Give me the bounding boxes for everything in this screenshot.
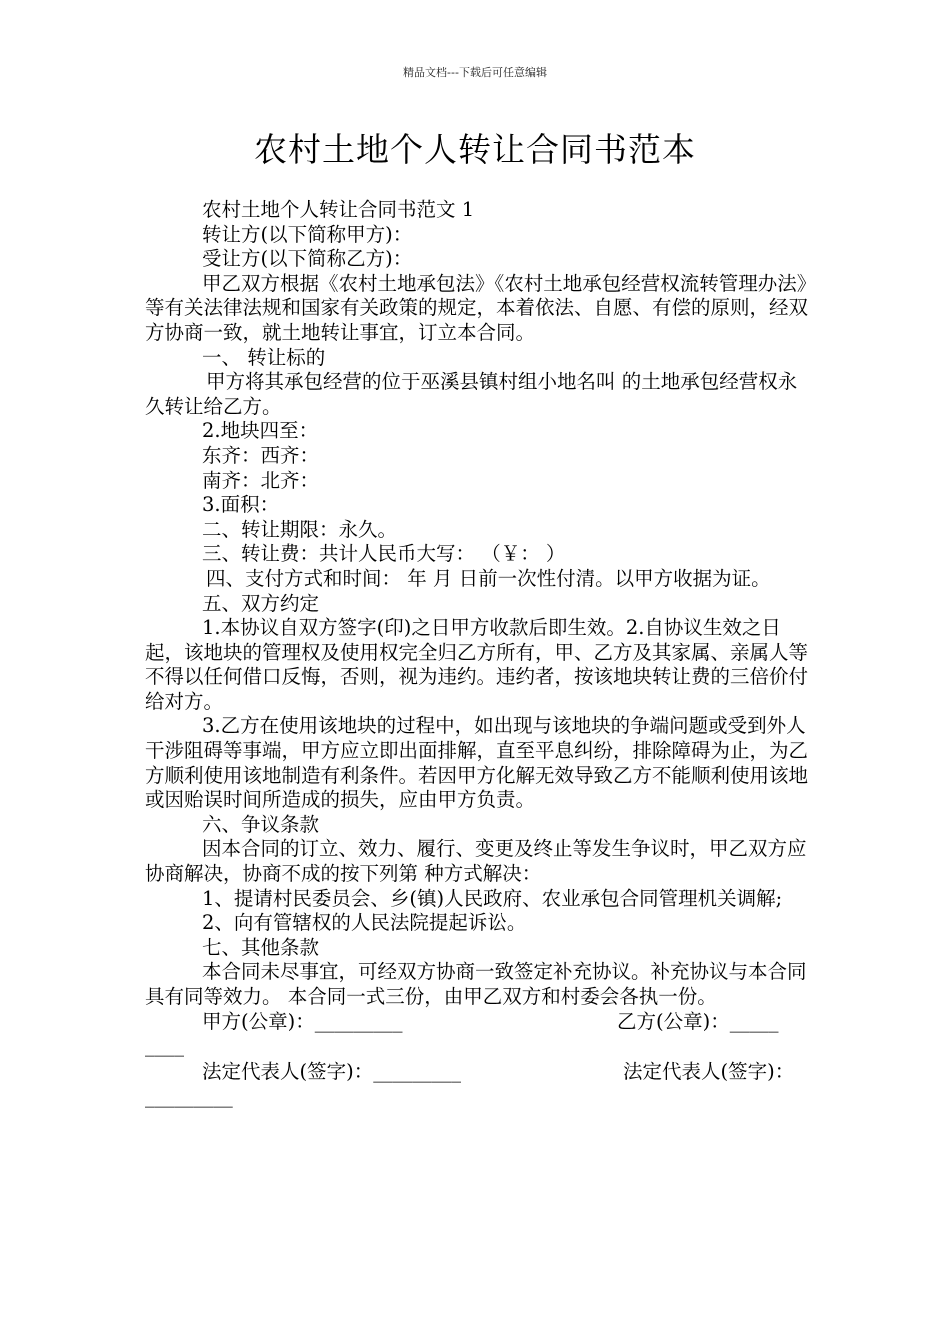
document-body [145, 198, 810, 1111]
clause-paragraph: 3.乙方在使用该地块的过程中，如出现与该地块的争端问题或受到外人干涉阻碍等事端，甲方应立即出面排解，直至平息纠纷，排除障碍为止，为乙方顺利使用该地制造有利条件。若因甲方化解无效导致乙方不能顺利使用该地或因贻误时间所造成的损失，应由甲方负责。 [145, 714, 809, 812]
clause-paragraph: 1、提请村民委员会、乡(镇)人民政府、农业承包合同管理机关调解; [202, 886, 783, 910]
section-heading: 二、转让期限：永久。 [202, 517, 398, 541]
clause-line: 东齐：西齐： [202, 443, 320, 467]
preamble-paragraph: 甲乙双方根据《农村土地承包法》《农村土地承包经营权流转管理办法》等有关法律法规和国家有关政策的规定，本着依法、自愿、有偿的原则，经双方协商一致，就土地转让事宜，订立本合同。 [145, 271, 809, 344]
party-b-representative: 法定代表人(签字)： [623, 1060, 795, 1084]
section-heading: 七、其他条款 [202, 935, 320, 959]
party-b-seal: 乙方(公章)：_____ [617, 1009, 779, 1033]
transferor-line: 转让方(以下简称甲方)： [202, 222, 413, 246]
document-title: 农村土地个人转让合同书范本 [254, 130, 696, 169]
party-a-seal: 甲方(公章)：_________ [202, 1009, 403, 1033]
section-heading: 六、争议条款 [202, 812, 320, 836]
clause-line: 2、向有管辖权的人民法院提起诉讼。 [202, 911, 527, 935]
section-heading: 一、 转让标的 [202, 345, 326, 369]
section-heading: 五、双方约定 [202, 591, 320, 615]
page-header: 精品文档---下载后可任意编辑 [403, 66, 547, 79]
clause-line: 3.面积： [202, 493, 280, 517]
party-b-representative-continuation: _________ [145, 1084, 233, 1108]
section-heading: 四、支付方式和时间： 年 月 日前一次性付清。以甲方收据为证。 [206, 566, 771, 590]
clause-line: 2.地块四至： [202, 419, 319, 443]
clause-paragraph: 因本合同的订立、效力、履行、变更及终止等发生争议时，甲乙双方应协商解决，协商不成的按下列第 种方式解决： [145, 837, 807, 886]
party-b-seal-continuation: ____ [145, 1034, 184, 1058]
section-heading: 三、转让费：共计人民币大写： （￥： ） [202, 542, 566, 566]
clause-paragraph: 甲方将其承包经营的位于巫溪县镇村组小地名叫 的土地承包经营权永久转让给乙方。 [145, 370, 798, 418]
subtitle-line: 农村土地个人转让合同书范文 1 [202, 198, 475, 221]
party-a-representative: 法定代表人(签字)：_________ [202, 1060, 461, 1084]
representative-signature-row [145, 1060, 810, 1085]
seal-signature-row [145, 1010, 810, 1035]
clause-paragraph: 1.本协议自双方签字(印)之日甲方收款后即生效。2.自协议生效之日起，该地块的管理权及使用权完全归乙方所有，甲、乙方及其家属、亲属人等不得以任何借口反悔，否则，视为违约。违约者，按该地块转让费的三倍价付给对方。 [145, 616, 809, 713]
clause-paragraph: 本合同未尽事宜，可经双方协商一致签定补充协议。补充协议与本合同具有同等效力。 本合同一式三份，由甲乙双方和村委会各执一份。 [145, 960, 807, 1008]
clause-line: 南齐：北齐： [202, 468, 320, 492]
transferee-line: 受让方(以下简称乙方)： [202, 247, 413, 271]
